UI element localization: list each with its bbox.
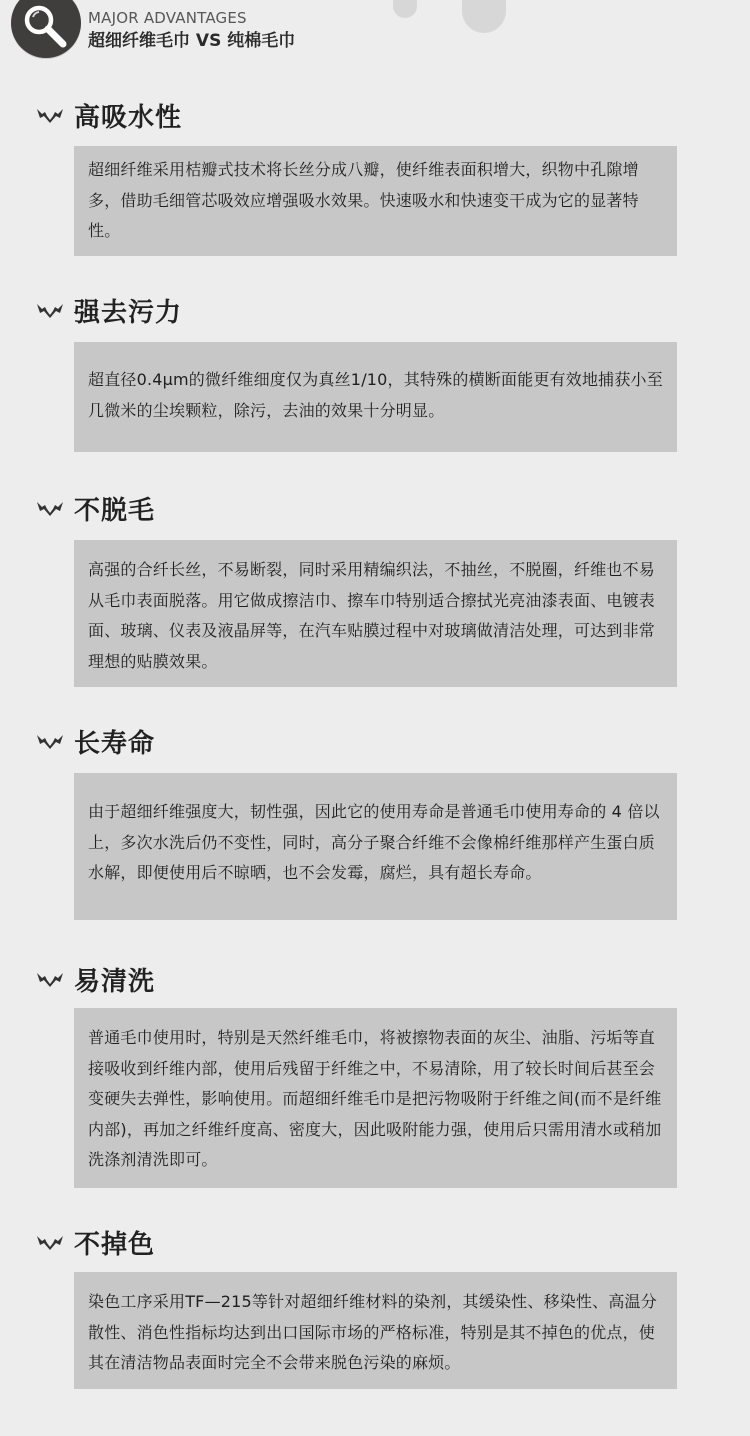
section-panel-colorfast	[74, 1272, 677, 1389]
magnifier-icon	[19, 1, 75, 51]
header-title-en: MAJOR ADVANTAGES	[88, 9, 247, 27]
bat-icon	[36, 732, 64, 750]
section-panel-long-life	[74, 773, 677, 920]
section-panel-cleaning	[74, 342, 677, 452]
section-body-text: 普通毛巾使用时，特别是天然纤维毛巾，将被擦物表面的灰尘、油脂、污垢等直接吸收到纤维内部，使用后残留于纤维之中，不易清除，用了较长时间后甚至会变硬失去弹性，影响使用。而超细纤维毛巾是把污物吸附于纤维之间(而不是纤维内部)，再加之纤维纤度高、密度大，因此吸附能力强，使用后只需用清水或稍加洗涤剂清洗即可。	[88, 1028, 662, 1169]
section-panel-absorbency	[74, 146, 677, 256]
section-body-text: 由于超细纤维强度大，韧性强，因此它的使用寿命是普通毛巾使用寿命的 4 倍以上，多次水洗后仍不变性，同时，高分子聚合纤维不会像棉纤维那样产生蛋白质水解，即便使用后不晾晒，也不会发霉，腐烂，具有超长寿命。	[88, 802, 660, 882]
section-title-no-lint	[36, 490, 155, 526]
section-title-cleaning	[36, 292, 182, 328]
page-header	[0, 0, 750, 70]
section-title-long-life	[36, 723, 155, 759]
section-panel-no-lint	[74, 540, 677, 687]
decor-circle-small	[393, 0, 417, 18]
logo-badge	[11, 0, 81, 58]
section-panel-easy-wash	[74, 1008, 677, 1188]
section-title-absorbency	[36, 97, 182, 133]
section-body-text: 超细纤维采用桔瓣式技术将长丝分成八瓣，使纤维表面积增大，织物中孔隙增多，借助毛细管芯吸效应增强吸水效果。快速吸水和快速变干成为它的显著特性。	[88, 160, 639, 240]
bat-icon	[36, 499, 64, 517]
bat-icon	[36, 970, 64, 988]
section-title-text: 高吸水性	[74, 102, 183, 133]
section-body-text: 高强的合纤长丝，不易断裂，同时采用精编织法，不抽丝，不脱圈，纤维也不易从毛巾表面脱落。用它做成擦洁巾、擦车巾特别适合擦拭光亮油漆表面、电镀表面、玻璃、仪表及液晶屏等，在汽车贴膜过程中对玻璃做清洁处理，可达到非常理想的贴膜效果。	[88, 560, 656, 671]
section-title-text: 易清洗	[74, 966, 156, 997]
bat-icon	[36, 106, 64, 124]
section-title-colorfast	[36, 1224, 155, 1260]
section-title-text: 长寿命	[74, 728, 156, 759]
section-title-text: 不掉色	[74, 1229, 156, 1260]
header-title-cn: 超细纤维毛巾 VS 纯棉毛巾	[88, 31, 296, 51]
section-body-text: 超直径0.4μm的微纤维细度仅为真丝1/10，其特殊的横断面能更有效地捕获小至几微米的尘埃颗粒，除污，去油的效果十分明显。	[88, 370, 663, 420]
bat-icon	[36, 1233, 64, 1251]
bat-icon	[36, 301, 64, 319]
section-title-easy-wash	[36, 961, 155, 997]
section-title-text: 强去污力	[74, 297, 183, 328]
section-title-text: 不脱毛	[74, 495, 156, 526]
decor-circle-large	[462, 0, 506, 33]
section-body-text: 染色工序采用TF—215等针对超细纤维材料的染剂，其缓染性、移染性、高温分散性、消色性指标均达到出口国际市场的严格标准，特别是其不掉色的优点，使其在清洁物品表面时完全不会带来脱色污染的麻烦。	[88, 1292, 657, 1372]
